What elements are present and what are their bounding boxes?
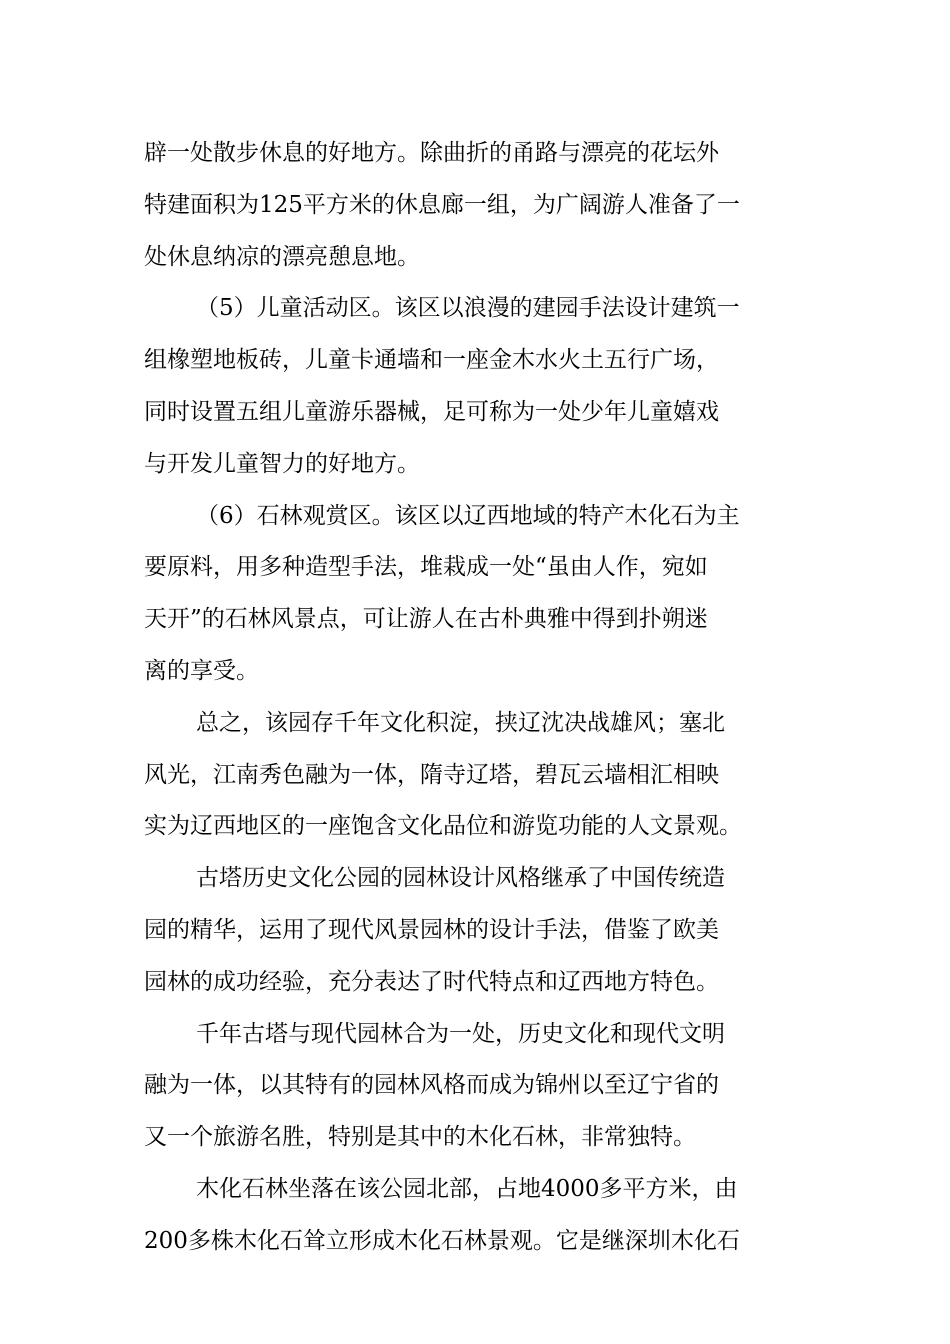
text-line: 古塔历史文化公园的园林设计风格继承了中国传统造 bbox=[196, 865, 725, 892]
text-line: 同时设置五组儿童游乐器械，足可称为一处少年儿童嬉戏 bbox=[144, 398, 719, 425]
text-line: 特建面积为125平方米的休息廊一组，为广阔游人准备了一 bbox=[144, 191, 740, 218]
text-line: 园林的成功经验，充分表达了时代特点和辽西地方特色。 bbox=[144, 968, 719, 995]
paragraph-petrified-forest bbox=[144, 1164, 809, 1268]
text-line: 实为辽西地区的一座饱含文化品位和游览功能的人文景观。 bbox=[144, 813, 742, 840]
text-line: 木化石林坐落在该公园北部，占地4000多平方米，由 bbox=[196, 1175, 738, 1202]
paragraph-design-style bbox=[144, 853, 809, 1008]
text-line: 离的享受。 bbox=[144, 657, 259, 684]
paragraph-children-area bbox=[144, 283, 809, 490]
paragraph-stone-forest-area bbox=[144, 491, 809, 698]
text-line: 千年古塔与现代园林合为一处，历史文化和现代文明 bbox=[196, 1020, 725, 1047]
text-line: 要原料，用多种造型手法，堆栽成一处“虽由人作，宛如 bbox=[144, 554, 708, 581]
paragraph-summary bbox=[144, 698, 809, 853]
document-body bbox=[144, 128, 809, 1268]
text-line: 融为一体，以其特有的园林风格而成为锦州以至辽宁省的 bbox=[144, 1072, 719, 1099]
text-line: （5）儿童活动区。该区以浪漫的建园手法设计建筑一 bbox=[196, 295, 740, 322]
paragraph-1 bbox=[144, 128, 809, 283]
text-line: 又一个旅游名胜，特别是其中的木化石林，非常独特。 bbox=[144, 1124, 696, 1151]
text-line: 风光，江南秀色融为一体，隋寺辽塔，碧瓦云墙相汇相映 bbox=[144, 761, 719, 788]
text-line: 总之，该园存千年文化积淀，挟辽沈决战雄风；塞北 bbox=[196, 709, 725, 736]
text-line: 园的精华，运用了现代风景园林的设计手法，借鉴了欧美 bbox=[144, 916, 719, 943]
text-line: 200多株木化石耸立形成木化石林景观。它是继深圳木化石 bbox=[144, 1227, 740, 1254]
text-line: 辟一处散步休息的好地方。除曲折的甬路与漂亮的花坛外 bbox=[144, 140, 719, 166]
text-line: 天开”的石林风景点，可让游人在古朴典雅中得到扑朔迷 bbox=[144, 606, 708, 633]
text-line: （6）石林观赏区。该区以辽西地域的特产木化石为主 bbox=[196, 502, 740, 529]
paragraph-tourist-attraction bbox=[144, 1009, 809, 1164]
text-line: 组橡塑地板砖，儿童卡通墙和一座金木水火土五行广场， bbox=[144, 347, 719, 374]
text-line: 处休息纳凉的漂亮憩息地。 bbox=[144, 243, 420, 270]
text-line: 与开发儿童智力的好地方。 bbox=[144, 450, 420, 477]
